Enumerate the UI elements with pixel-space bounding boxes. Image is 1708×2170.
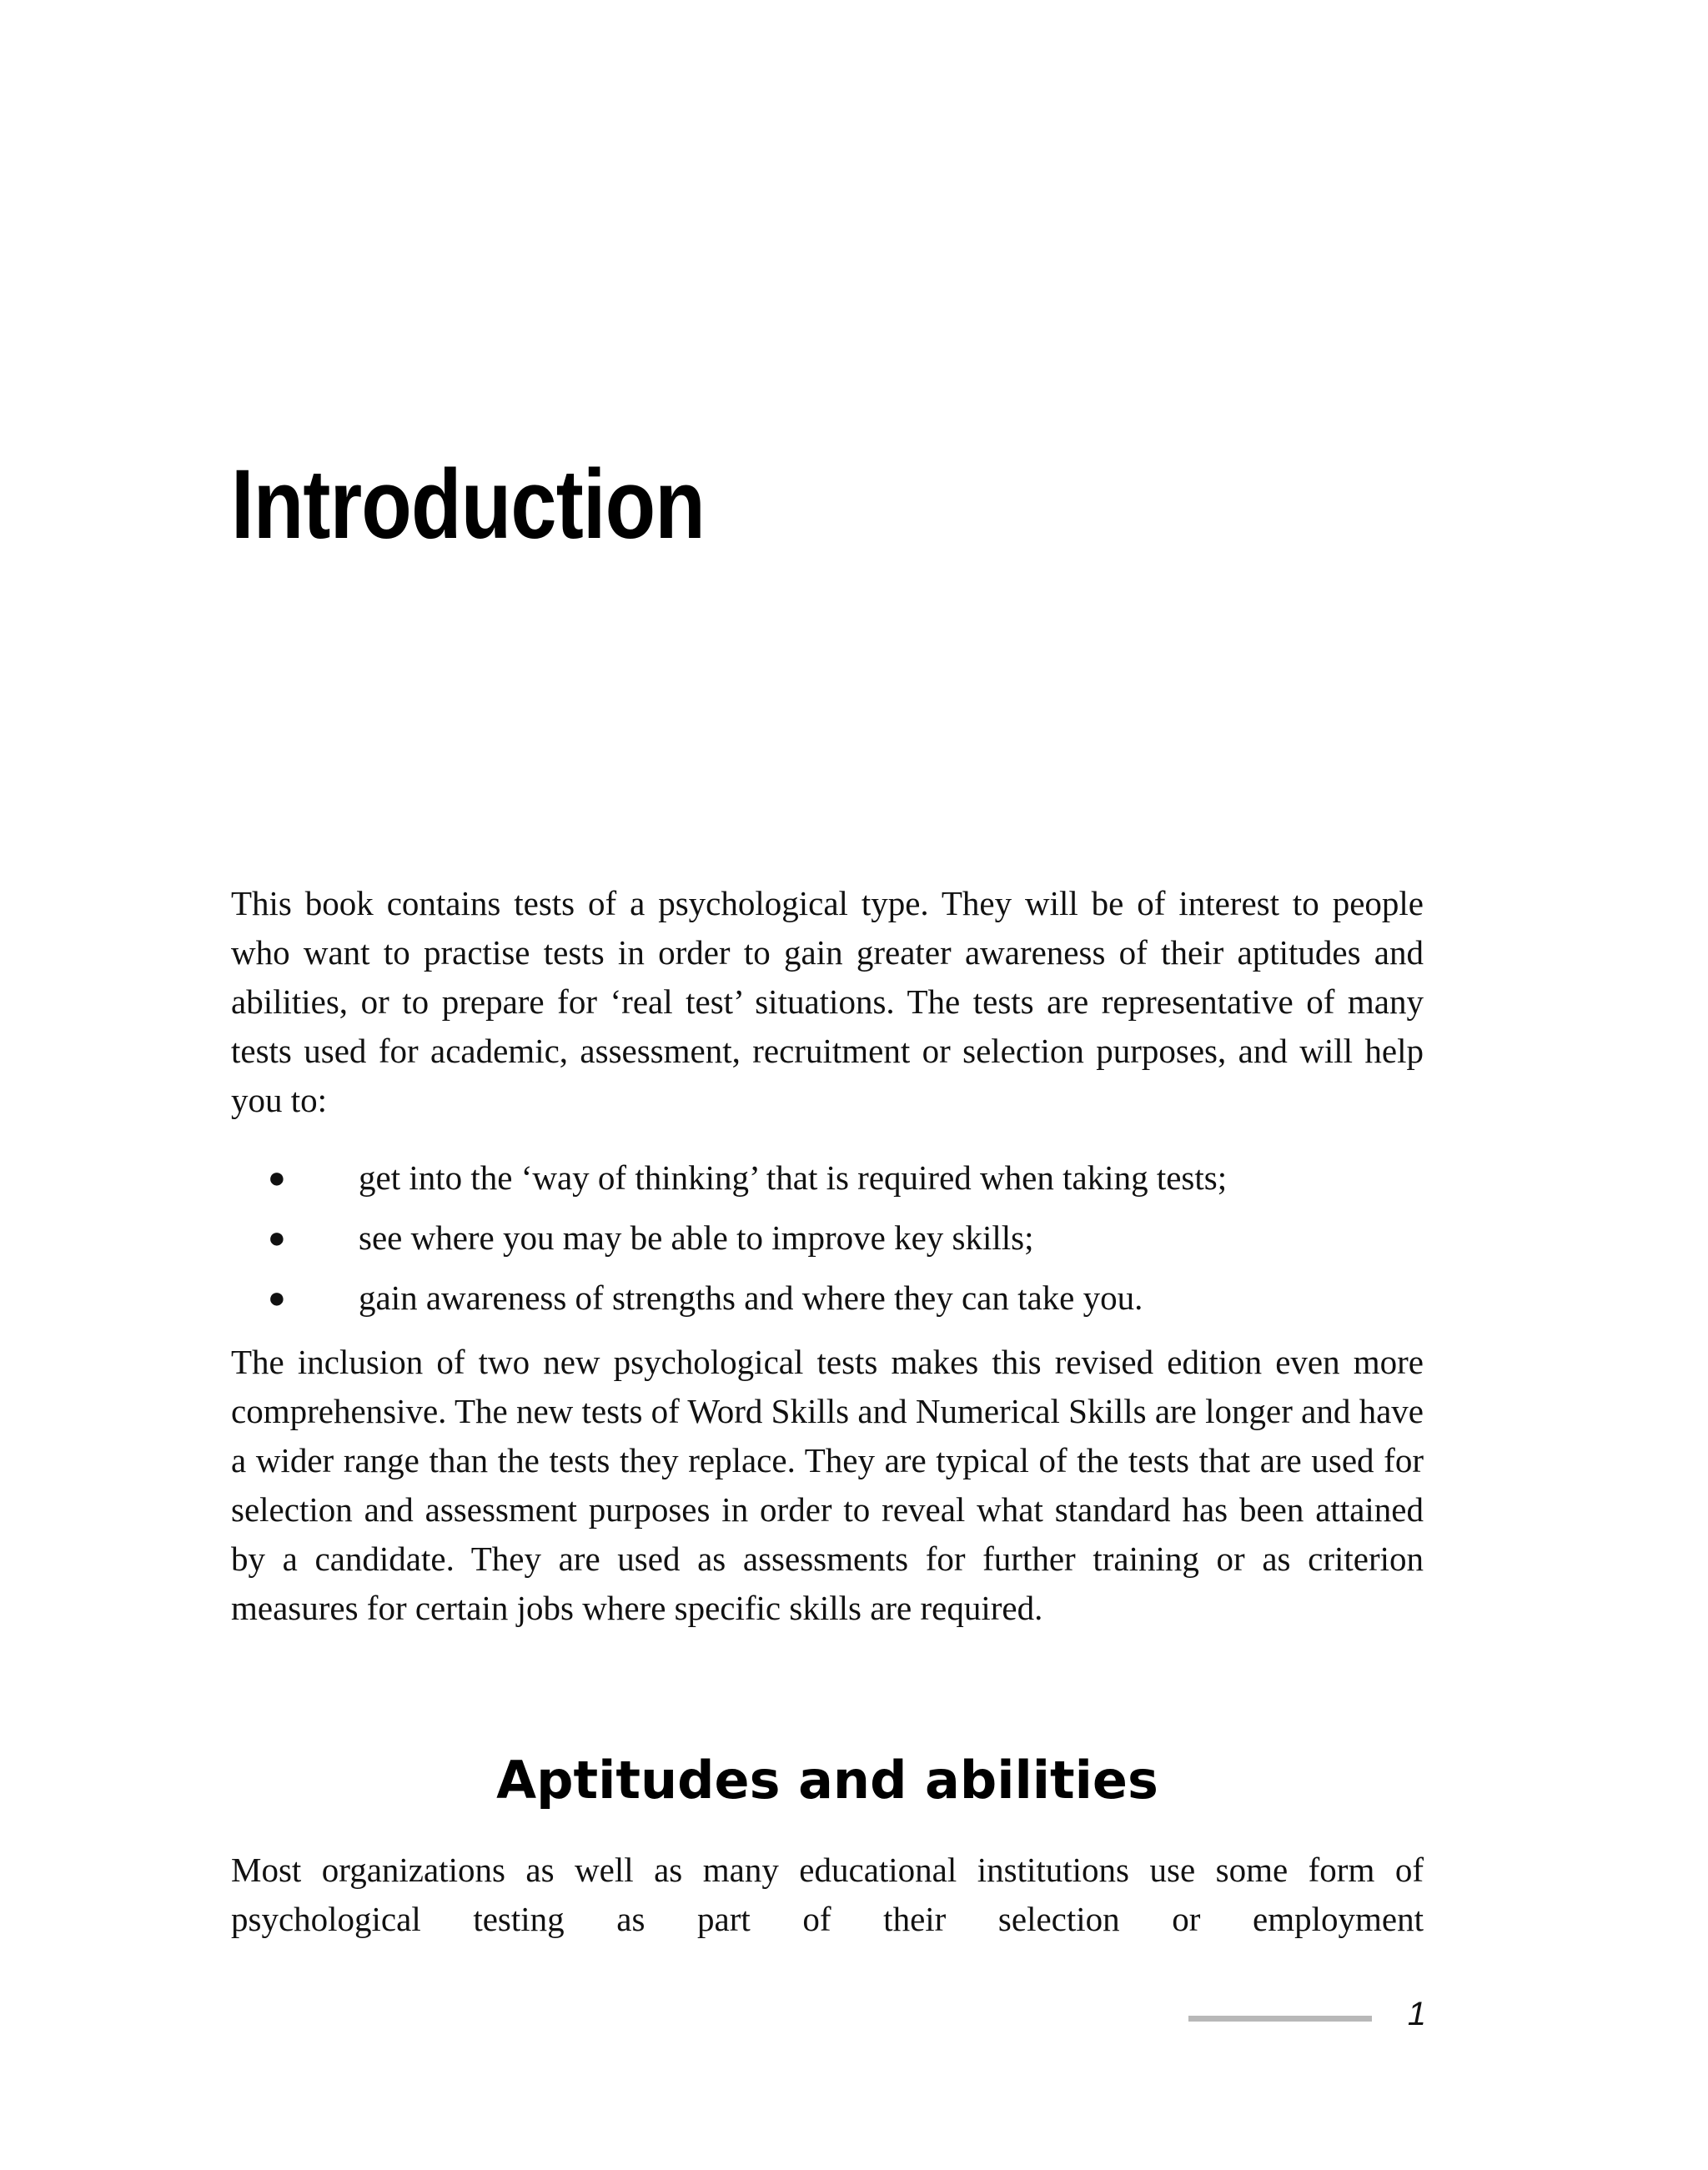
bullet-icon: ● bbox=[268, 1281, 286, 1314]
bullet-icon: ● bbox=[268, 1221, 286, 1254]
third-paragraph: Most organizations as well as many educational institutions use some form of psychological testing as part of their selection or employment bbox=[231, 1851, 1424, 1938]
list-item-text: gain awareness of strengths and where they can take you. bbox=[359, 1278, 1143, 1317]
list-item bbox=[231, 1208, 1424, 1268]
list-item-text: see where you may be able to improve key skills; bbox=[359, 1218, 1034, 1257]
bullet-list bbox=[231, 1148, 1424, 1328]
chapter-title: Introduction bbox=[231, 450, 705, 560]
list-item bbox=[231, 1148, 1424, 1208]
list-item bbox=[231, 1268, 1424, 1328]
footer-rule bbox=[1188, 2016, 1372, 2022]
section-heading: Aptitudes and abilities bbox=[496, 1750, 1158, 1811]
intro-paragraph: This book contains tests of a psychological type. They will be of interest to people who want to practise tests in order to gain greater awareness of their aptitudes and abilities, or to prepare for ‘real test’ situations. The tests are representative of many tests used for academic, assessment, recruitment or selection purposes, and will help you to: bbox=[231, 884, 1424, 1119]
page-number: 1 bbox=[1407, 1996, 1426, 2032]
list-item-text: get into the ‘way of thinking’ that is required when taking tests; bbox=[359, 1158, 1228, 1197]
second-paragraph: The inclusion of two new psychological tests makes this revised edition even more comprehensive. The new tests of Word Skills and Numerical Skills are longer and have a wider range than the tests they replace. They are typical of the tests that are used for selection and assessment purposes in order to reveal what standard has been attained by a candidate. They are used as assessments for further training or as criterion measures for certain jobs where specific skills are required. bbox=[231, 1343, 1424, 1627]
bullet-icon: ● bbox=[268, 1161, 286, 1194]
